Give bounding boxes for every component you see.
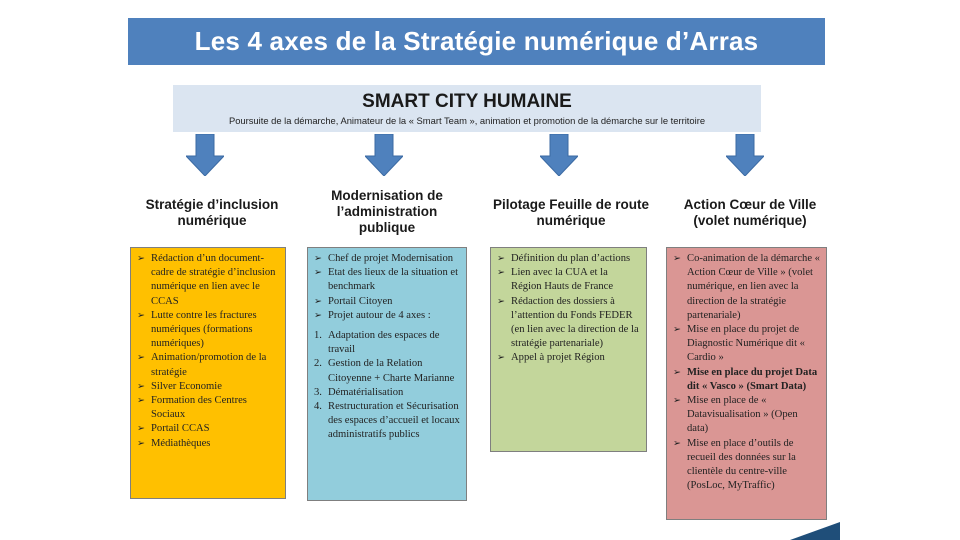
numbered-item: 4. Restructuration et Sécurisation des espaces d’accueil et locaux administratifs publics: [314, 401, 460, 441]
column-box-modernisation: [307, 247, 467, 501]
column-box-coeur-de-ville: [666, 247, 827, 520]
column-heading-modernisation: Modernisation de l’administration publique: [331, 188, 443, 235]
list-item: ➢ Rédaction des dossiers à l’attention du Fonds FEDER (en lien avec la direction de la stratégie partenariale): [497, 295, 640, 352]
list-item: ➢ Projet autour de 4 axes :: [314, 309, 460, 323]
list-item: ➢ Mise en place du projet Data dit « Vasco » (Smart Data): [673, 366, 820, 394]
list-item: ➢ Silver Economie: [137, 380, 279, 394]
list-item: ➢ Portail CCAS: [137, 422, 279, 436]
list-item: ➢ Etat des lieux de la situation et benchmark: [314, 266, 460, 294]
list-item: ➢ Mise en place de « Datavisualisation » (Open data): [673, 394, 820, 437]
page-title: Les 4 axes de la Stratégie numérique d’Arras: [128, 18, 825, 65]
smart-city-box: [173, 85, 761, 132]
list-item: ➢ Appel à projet Région: [497, 351, 640, 365]
list-item: ➢ Rédaction d’un document-cadre de stratégie d’inclusion numérique en lien avec le CCAS: [137, 252, 279, 309]
list-item: ➢ Lien avec la CUA et la Région Hauts de France: [497, 266, 640, 294]
list-item: ➢ Animation/promotion de la stratégie: [137, 351, 279, 379]
down-arrow-icon: [365, 134, 403, 176]
list-item: ➢ Lutte contre les fractures numériques (formations numériques): [137, 309, 279, 352]
column-heading-inclusion: Stratégie d’inclusion numérique: [145, 197, 279, 228]
list-item: ➢ Portail Citoyen: [314, 295, 460, 309]
list-item: ➢ Formation des Centres Sociaux: [137, 394, 279, 422]
corner-decoration: [790, 522, 840, 540]
column-heading-pilotage: Pilotage Feuille de route numérique: [492, 197, 650, 228]
numbered-item: 3. Dématérialisation: [314, 386, 404, 398]
down-arrow-icon: [186, 134, 224, 176]
numbered-item: 2. Gestion de la Relation Citoyenne + Charte Marianne: [314, 358, 455, 384]
numbered-item: 1. Adaptation des espaces de travail: [314, 330, 440, 356]
down-arrow-icon: [726, 134, 764, 176]
column-box-pilotage: [490, 247, 647, 452]
list-item: ➢ Médiathèques: [137, 437, 279, 451]
down-arrow-icon: [540, 134, 578, 176]
list-item: ➢ Chef de projet Modernisation: [314, 252, 460, 266]
list-item: ➢ Mise en place du projet de Diagnostic Numérique dit « Cardio »: [673, 323, 820, 366]
column-box-inclusion: [130, 247, 286, 499]
list-item: ➢ Mise en place d’outils de recueil des données sur la clientèle du centre-ville (PosLoc, MyTraffic): [673, 437, 820, 494]
column-heading-coeur-de-ville: Action Cœur de Ville (volet numérique): [683, 197, 817, 228]
list-item: ➢ Définition du plan d’actions: [497, 252, 640, 266]
list-item: ➢ Co-animation de la démarche « Action Cœur de Ville » (volet numérique, en lien avec la direction de la stratégie partenariale): [673, 252, 820, 323]
smart-city-title: SMART CITY HUMAINE: [362, 91, 572, 112]
smart-city-subtitle: Poursuite de la démarche, Animateur de la « Smart Team », animation et promotion de la démarche sur le territoire: [228, 115, 706, 126]
